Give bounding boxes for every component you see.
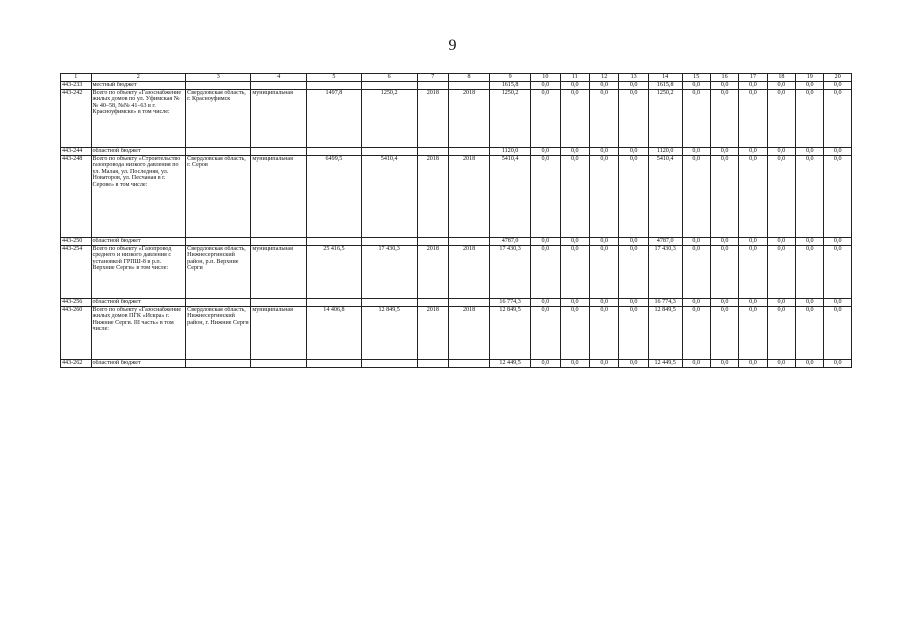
column-number-cell: 15 (682, 74, 710, 82)
object-row (61, 245, 852, 298)
table-cell: 2018 (417, 306, 449, 359)
table-cell: 0,0 (531, 298, 560, 306)
table-cell (361, 298, 417, 306)
table-cell (186, 359, 251, 367)
table-cell: 0,0 (767, 237, 795, 245)
table-cell: 0,0 (560, 147, 589, 155)
table-cell (251, 147, 307, 155)
column-number-cell: 11 (560, 74, 589, 82)
table-cell: 0,0 (560, 81, 589, 89)
column-number-cell: 5 (307, 74, 362, 82)
table-cell: 0,0 (739, 81, 767, 89)
table-cell: 1120,0 (648, 147, 682, 155)
table-cell: 16 774,3 (648, 298, 682, 306)
table-cell: 0,0 (619, 237, 648, 245)
table-cell: 0,0 (619, 245, 648, 298)
column-number-cell: 3 (186, 74, 251, 82)
table-cell: 0,0 (682, 89, 710, 147)
table-cell: 0,0 (739, 155, 767, 237)
table-cell: 0,0 (589, 245, 618, 298)
table-cell: 0,0 (589, 147, 618, 155)
table-cell: 0,0 (824, 89, 852, 147)
table-cell: 0,0 (619, 359, 648, 367)
table-cell: 0,0 (560, 306, 589, 359)
table-cell: 0,0 (710, 155, 738, 237)
table-cell: муниципальная (251, 245, 307, 298)
table-cell: 0,0 (531, 245, 560, 298)
table-cell (251, 359, 307, 367)
table-cell: 0,0 (589, 359, 618, 367)
table-cell: 0,0 (710, 89, 738, 147)
table-cell: 1250,2 (361, 89, 417, 147)
table-cell (361, 147, 417, 155)
table-cell: 17 430,3 (490, 245, 531, 298)
table-cell: 5410,4 (361, 155, 417, 237)
table-cell: 0,0 (710, 147, 738, 155)
row-code-cell: 443-250 (61, 237, 92, 245)
table-cell (361, 237, 417, 245)
table-cell: 0,0 (682, 237, 710, 245)
investment-table (60, 73, 852, 368)
table-cell: 12 849,5 (490, 306, 531, 359)
table-cell: 0,0 (531, 359, 560, 367)
table-cell: 0,0 (739, 245, 767, 298)
budget-row (61, 237, 852, 245)
column-number-cell: 7 (417, 74, 449, 82)
table-cell: 0,0 (824, 306, 852, 359)
table-cell: 0,0 (824, 298, 852, 306)
table-cell: 0,0 (682, 298, 710, 306)
table-cell: 0,0 (619, 81, 648, 89)
table-cell: 0,0 (767, 359, 795, 367)
table-cell: Свердловская область, г. Красноуфимск (186, 89, 251, 147)
table-cell: 0,0 (767, 81, 795, 89)
table-cell: 0,0 (531, 237, 560, 245)
row-title-cell: Всего по объекту «Газоснабжение жилых домов ПГК «Искра» г. Нижние Серги. III часть» в том числе: (91, 306, 186, 359)
table-cell: 0,0 (682, 81, 710, 89)
table-cell (417, 237, 449, 245)
table-cell: 1250,2 (648, 89, 682, 147)
table-cell: 1615,8 (490, 81, 531, 89)
column-number-cell: 6 (361, 74, 417, 82)
column-number-cell: 2 (91, 74, 186, 82)
table-cell (186, 147, 251, 155)
table-cell: 0,0 (739, 306, 767, 359)
table-cell: муниципальная (251, 306, 307, 359)
table-cell: 0,0 (619, 147, 648, 155)
table-cell: 0,0 (710, 81, 738, 89)
column-number-header (61, 74, 852, 82)
table-cell: 0,0 (560, 298, 589, 306)
table-cell: 4787,0 (490, 237, 531, 245)
table-cell: 0,0 (589, 298, 618, 306)
table-cell: 0,0 (589, 306, 618, 359)
table-cell: 25 416,5 (307, 245, 362, 298)
row-title-cell: Всего по объекту «Строительство газопровода низкого давления по ул. Малая, ул. Последняя, ул. Новаторов, ул. Песчаная в г. Серове» в том числе: (91, 155, 186, 237)
table-cell (449, 298, 490, 306)
table-cell: 0,0 (682, 245, 710, 298)
table-cell: 0,0 (589, 237, 618, 245)
table-cell (186, 81, 251, 89)
table-cell (307, 298, 362, 306)
row-title-cell: областной бюджет (91, 147, 186, 155)
table-cell: 0,0 (710, 298, 738, 306)
budget-row (61, 298, 852, 306)
table-cell (186, 298, 251, 306)
table-cell (251, 81, 307, 89)
table-cell: 0,0 (739, 237, 767, 245)
table-cell: 0,0 (824, 155, 852, 237)
table-cell: 0,0 (796, 147, 824, 155)
object-row (61, 89, 852, 147)
row-title-cell: местный бюджет (91, 81, 186, 89)
table-cell: 0,0 (619, 298, 648, 306)
column-number-cell: 10 (531, 74, 560, 82)
table-cell (361, 81, 417, 89)
table-cell: 1497,8 (307, 89, 362, 147)
table-cell: 0,0 (739, 147, 767, 155)
table-cell: 2018 (449, 89, 490, 147)
table-cell: 2018 (417, 89, 449, 147)
column-number-cell: 17 (739, 74, 767, 82)
row-title-cell: Всего по объекту «Газоснабжение жилых домов по ул. Уфимская №№ 40–58, №№ 41–63 в г. Красноуфимске» в том числе: (91, 89, 186, 147)
column-number-cell: 14 (648, 74, 682, 82)
table-cell (307, 359, 362, 367)
table-cell: 0,0 (560, 89, 589, 147)
table-cell: 0,0 (560, 155, 589, 237)
table-cell: 0,0 (739, 89, 767, 147)
table-cell: 0,0 (824, 237, 852, 245)
row-code-cell: 443-248 (61, 155, 92, 237)
table-cell (186, 237, 251, 245)
column-number-cell: 16 (710, 74, 738, 82)
table-cell: 0,0 (739, 298, 767, 306)
table-cell: 0,0 (710, 359, 738, 367)
budget-row (61, 81, 852, 89)
table-cell: 0,0 (682, 359, 710, 367)
row-code-cell: 443-244 (61, 147, 92, 155)
column-number-cell: 4 (251, 74, 307, 82)
row-code-cell: 443-262 (61, 359, 92, 367)
table-cell: 0,0 (710, 237, 738, 245)
table-cell: 2018 (449, 245, 490, 298)
table-cell: 0,0 (682, 147, 710, 155)
table-cell: 0,0 (531, 147, 560, 155)
table-cell: 0,0 (560, 245, 589, 298)
table-cell: 0,0 (824, 245, 852, 298)
table-cell: 0,0 (767, 147, 795, 155)
column-number-cell: 13 (619, 74, 648, 82)
object-row (61, 155, 852, 237)
table-cell (417, 298, 449, 306)
table-cell: 0,0 (531, 89, 560, 147)
table-cell: 0,0 (767, 89, 795, 147)
row-code-cell: 443-260 (61, 306, 92, 359)
table-cell: 0,0 (619, 155, 648, 237)
table-cell: муниципальная (251, 89, 307, 147)
table-cell: 17 430,3 (648, 245, 682, 298)
table-cell: 0,0 (796, 245, 824, 298)
table-cell: 0,0 (796, 89, 824, 147)
table-cell (307, 81, 362, 89)
table-cell (417, 81, 449, 89)
table-cell: 4787,0 (648, 237, 682, 245)
table-cell (251, 298, 307, 306)
table-cell: 0,0 (767, 298, 795, 306)
table-cell: 0,0 (796, 81, 824, 89)
table-cell: 6499,5 (307, 155, 362, 237)
table-cell: 0,0 (824, 81, 852, 89)
table-cell: 5410,4 (648, 155, 682, 237)
column-number-cell: 19 (796, 74, 824, 82)
table-cell: 0,0 (589, 81, 618, 89)
table-cell (361, 359, 417, 367)
table-cell: 2018 (449, 155, 490, 237)
table-cell: 0,0 (531, 306, 560, 359)
table-cell: 0,0 (531, 81, 560, 89)
table-cell: 12 849,5 (361, 306, 417, 359)
table-cell: 14 406,8 (307, 306, 362, 359)
table-cell: 2018 (417, 245, 449, 298)
row-code-cell: 443-256 (61, 298, 92, 306)
table-cell: 0,0 (619, 89, 648, 147)
table-cell (417, 359, 449, 367)
table-cell: 0,0 (796, 155, 824, 237)
table-cell: 1615,8 (648, 81, 682, 89)
row-code-cell: 443-242 (61, 89, 92, 147)
table-cell: 0,0 (767, 306, 795, 359)
table-cell (449, 147, 490, 155)
table-cell: 0,0 (560, 359, 589, 367)
table-cell: 0,0 (824, 147, 852, 155)
column-number-cell: 9 (490, 74, 531, 82)
table-cell: 0,0 (796, 237, 824, 245)
table-cell (449, 81, 490, 89)
table-cell: 0,0 (531, 155, 560, 237)
table-cell: 0,0 (824, 359, 852, 367)
table-cell: 0,0 (796, 298, 824, 306)
table-cell: 12 449,5 (648, 359, 682, 367)
table-cell: 0,0 (560, 237, 589, 245)
budget-row (61, 147, 852, 155)
table-cell (307, 147, 362, 155)
table-cell (307, 237, 362, 245)
row-code-cell: 443-254 (61, 245, 92, 298)
table-cell (449, 237, 490, 245)
table-cell: 0,0 (682, 155, 710, 237)
object-row (61, 306, 852, 359)
table-cell: 0,0 (710, 245, 738, 298)
page-number: 9 (448, 37, 457, 54)
table-cell: 0,0 (796, 359, 824, 367)
table-cell (417, 147, 449, 155)
table-cell: 0,0 (710, 306, 738, 359)
table-cell: 0,0 (619, 306, 648, 359)
table-cell: муниципальная (251, 155, 307, 237)
table-cell: 16 774,3 (490, 298, 531, 306)
table-cell: 5410,4 (490, 155, 531, 237)
table-cell: 0,0 (767, 245, 795, 298)
table-cell: 0,0 (589, 89, 618, 147)
table-cell: 1250,2 (490, 89, 531, 147)
table-cell: 12 849,5 (648, 306, 682, 359)
table-cell (449, 359, 490, 367)
column-number-cell: 1 (61, 74, 92, 82)
table-cell: Свердловская область, Нижнесергинский район, р.п. Верхние Серги (186, 245, 251, 298)
row-title-cell: Всего по объекту «Газопровод среднего и низкого давления с установкой ГРПШ-8 в р.п. Верхние Серги» в том числе: (91, 245, 186, 298)
row-title-cell: областной бюджет (91, 359, 186, 367)
column-number-cell: 8 (449, 74, 490, 82)
column-number-cell: 18 (767, 74, 795, 82)
table-cell: 17 430,3 (361, 245, 417, 298)
table-cell: Свердловская область, г. Серов (186, 155, 251, 237)
row-code-cell: 443-233 (61, 81, 92, 89)
table-cell: 2018 (417, 155, 449, 237)
column-number-cell: 20 (824, 74, 852, 82)
row-title-cell: областной бюджет (91, 298, 186, 306)
table-cell: 0,0 (796, 306, 824, 359)
table-cell (251, 237, 307, 245)
table-cell: 12 449,5 (490, 359, 531, 367)
table-cell: 0,0 (682, 306, 710, 359)
table-cell: 0,0 (767, 155, 795, 237)
budget-row (61, 359, 852, 367)
table-cell: 0,0 (739, 359, 767, 367)
table-cell: 0,0 (589, 155, 618, 237)
table-cell: 1120,0 (490, 147, 531, 155)
table-cell: 2018 (449, 306, 490, 359)
column-number-cell: 12 (589, 74, 618, 82)
row-title-cell: областной бюджет (91, 237, 186, 245)
table-cell: Свердловская область, Нижнесергинский район, г. Нижние Серги (186, 306, 251, 359)
